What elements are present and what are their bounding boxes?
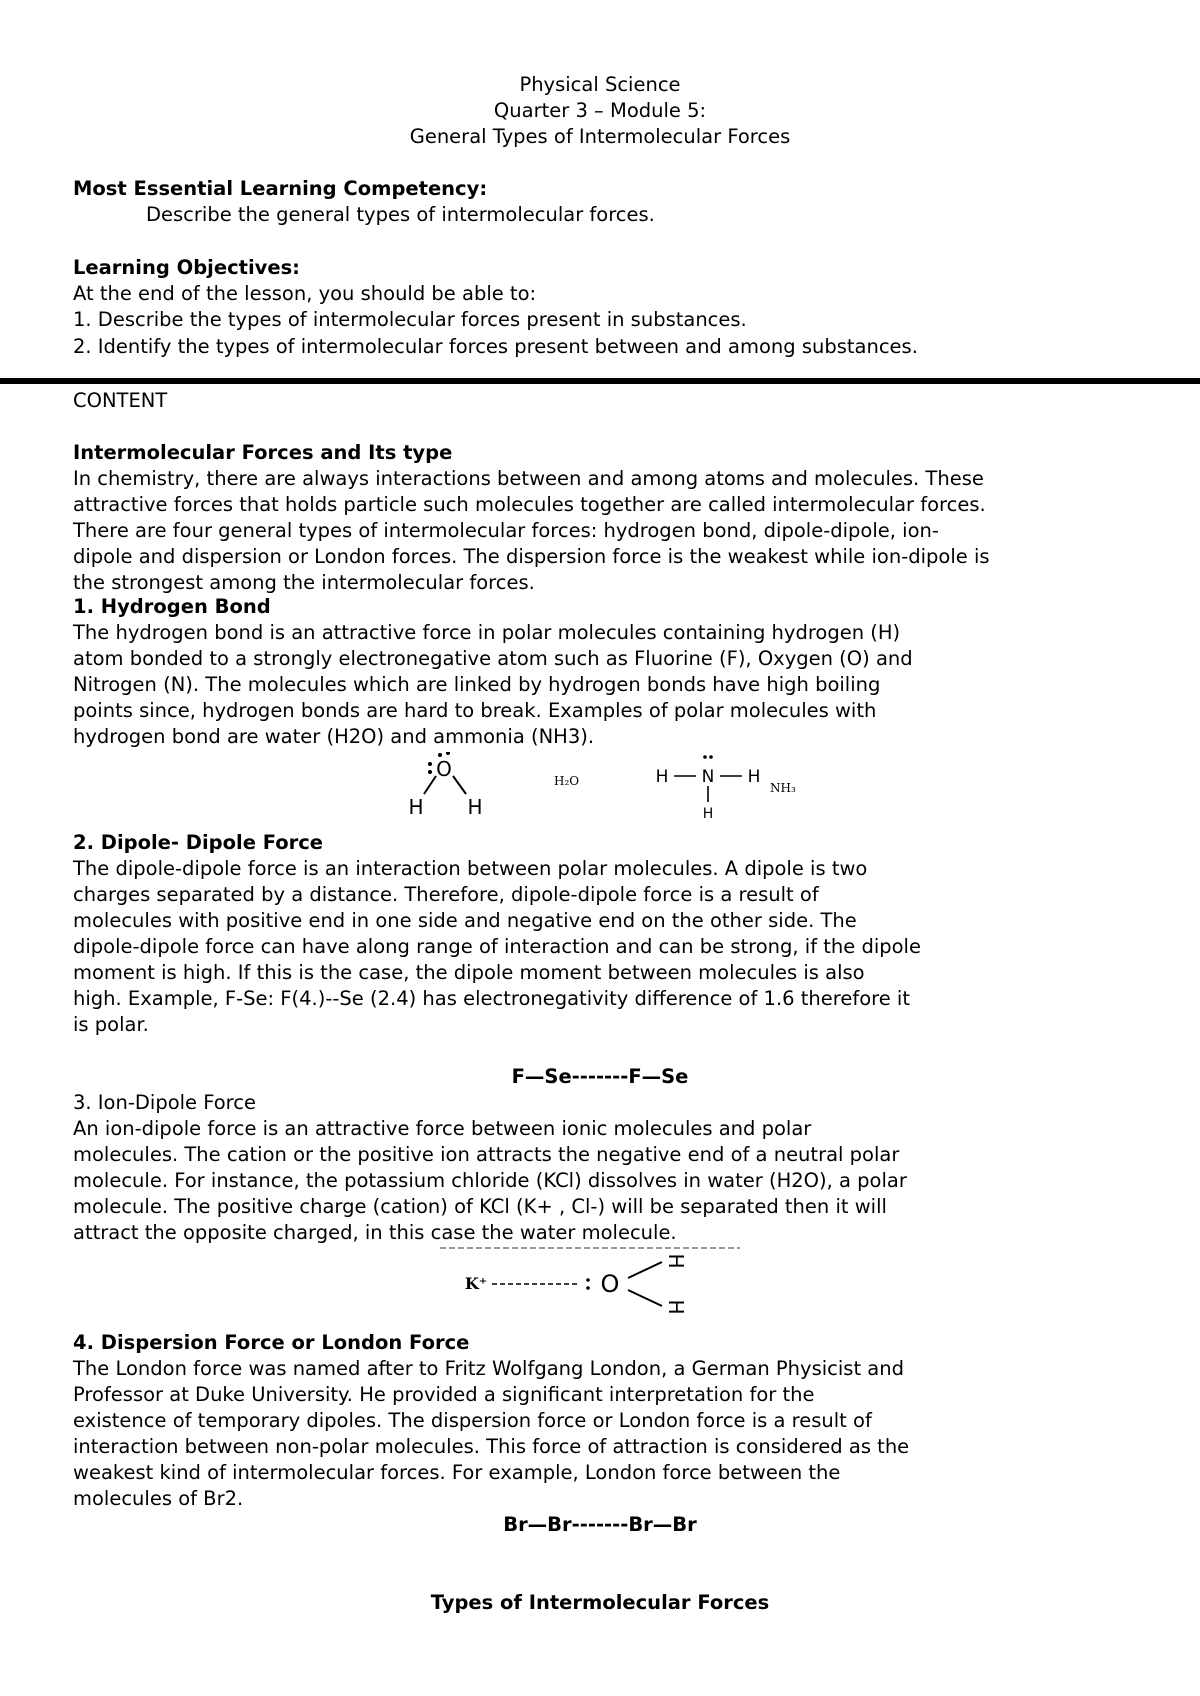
module-title: Quarter 3 – Module 5: [493, 99, 707, 122]
paragraph-line: existence of temporary dipoles. The dispersion force or London force is a result of [73, 1409, 872, 1432]
paragraph-line: hydrogen bond are water (H2O) and ammonia (NH3). [73, 725, 595, 748]
lesson-title: General Types of Intermolecular Forces [409, 125, 791, 148]
paragraph-line: moment is high. If this is the case, the dipole moment between molecules is also [73, 961, 865, 984]
paragraph-line: dipole-dipole force can have along range of interaction and can be strong, if the dipole [73, 935, 921, 958]
dispersion-formula: Br—Br-------Br—Br [503, 1513, 697, 1536]
types-table-title: Types of Intermolecular Forces [430, 1591, 770, 1614]
objective-item: 2. Identify the types of intermolecular forces present between and among substances. [73, 335, 918, 358]
water-label: H₂O [554, 774, 580, 788]
ammonia-molecule [656, 755, 796, 822]
water-oxygen-ion: O [600, 1270, 620, 1298]
ammonia-hydrogen-right: H [747, 767, 761, 787]
ammonia-hydrogen-left: H [655, 767, 669, 787]
paragraph-line: weakest kind of intermolecular forces. For example, London force between the [73, 1461, 841, 1484]
ammonia-nitrogen: N [701, 767, 715, 787]
paragraph-line: The dipole-dipole force is an interaction between polar molecules. A dipole is two [73, 857, 868, 880]
potassium-ion: K⁺ [464, 1274, 488, 1293]
paragraph-line: The London force was named after to Fritz Wolfgang London, a German Physicist and [73, 1357, 904, 1380]
objective-item: 1. Describe the types of intermolecular forces present in substances. [73, 308, 747, 331]
paragraph-line: Nitrogen (N). The molecules which are linked by hydrogen bonds have high boiling [73, 673, 881, 696]
paragraph-line: interaction between non-polar molecules. This force of attraction is considered as the [73, 1435, 910, 1458]
paragraph-line: the strongest among the intermolecular forces. [73, 571, 535, 594]
dipole-dipole-heading: 2. Dipole- Dipole Force [73, 831, 324, 854]
section-divider [0, 378, 1200, 384]
paragraph-line: Professor at Duke University. He provided a significant interpretation for the [73, 1383, 815, 1406]
subject-title: Physical Science [519, 73, 681, 96]
paragraph-line: charges separated by a distance. Therefore, dipole-dipole force is a result of [73, 883, 819, 906]
paragraph-line: In chemistry, there are always interactions between and among atoms and molecules. These [73, 467, 984, 490]
paragraph-line: molecules with positive end in one side and negative end on the other side. The [73, 909, 857, 932]
paragraph-line: high. Example, F-Se: F(4.)--Se (2.4) has electronegativity difference of 1.6 therefore it [73, 987, 910, 1010]
paragraph-line: The hydrogen bond is an attractive force in polar molecules containing hydrogen (H) [73, 621, 901, 644]
dipole-formula: F—Se-------F—Se [511, 1065, 689, 1088]
content-label: CONTENT [73, 389, 168, 412]
paragraph-line: atom bonded to a strongly electronegative atom such as Fluorine (F), Oxygen (O) and [73, 647, 913, 670]
water-hydrogen-left: H [408, 795, 424, 819]
ion-dipole-heading: 3. Ion-Dipole Force [73, 1091, 256, 1114]
water-molecule [408, 752, 579, 819]
paragraph-line: attractive forces that holds particle such molecules together are called intermolecular forces. [73, 493, 986, 516]
paragraph-line: An ion-dipole force is an attractive force between ionic molecules and polar [73, 1117, 812, 1140]
competency-text: Describe the general types of intermolecular forces. [146, 203, 655, 226]
hydrogen-bond-heading: 1. Hydrogen Bond [73, 595, 271, 618]
competency-heading: Most Essential Learning Competency: [73, 177, 488, 200]
paragraph-line: molecule. For instance, the potassium chloride (KCl) dissolves in water (H2O), a polar [73, 1169, 907, 1192]
paragraph-line: attract the opposite charged, in this case the water molecule. [73, 1221, 677, 1244]
hydrogen-bond-figure [400, 752, 820, 824]
objectives-heading: Learning Objectives: [73, 256, 300, 279]
paragraph-line: is polar. [73, 1013, 149, 1036]
paragraph-line: molecules. The cation or the positive ion attracts the negative end of a neutral polar [73, 1143, 900, 1166]
paragraph-line: points since, hydrogen bonds are hard to break. Examples of polar molecules with [73, 699, 877, 722]
ammonia-hydrogen-bottom: H [702, 806, 714, 822]
paragraph-line: molecule. The positive charge (cation) of KCl (K+ , Cl-) will be separated then it will [73, 1195, 887, 1218]
paragraph-line: molecules of Br2. [73, 1487, 244, 1510]
water-hydrogen-top: H [664, 1253, 688, 1269]
ammonia-label: NH₃ [770, 781, 796, 795]
content-heading: Intermolecular Forces and Its type [73, 441, 453, 464]
objectives-intro: At the end of the lesson, you should be able to: [73, 282, 537, 305]
ion-dipole-figure [440, 1244, 740, 1322]
paragraph-line: dipole and dispersion or London forces. The dispersion force is the weakest while ion-dipole is [73, 545, 990, 568]
water-hydrogen-right: H [467, 795, 483, 819]
paragraph-line: There are four general types of intermolecular forces: hydrogen bond, dipole-dipole, ion- [73, 519, 939, 542]
dispersion-heading: 4. Dispersion Force or London Force [73, 1331, 470, 1354]
water-oxygen: O [436, 757, 452, 781]
water-hydrogen-bottom: H [664, 1299, 688, 1315]
